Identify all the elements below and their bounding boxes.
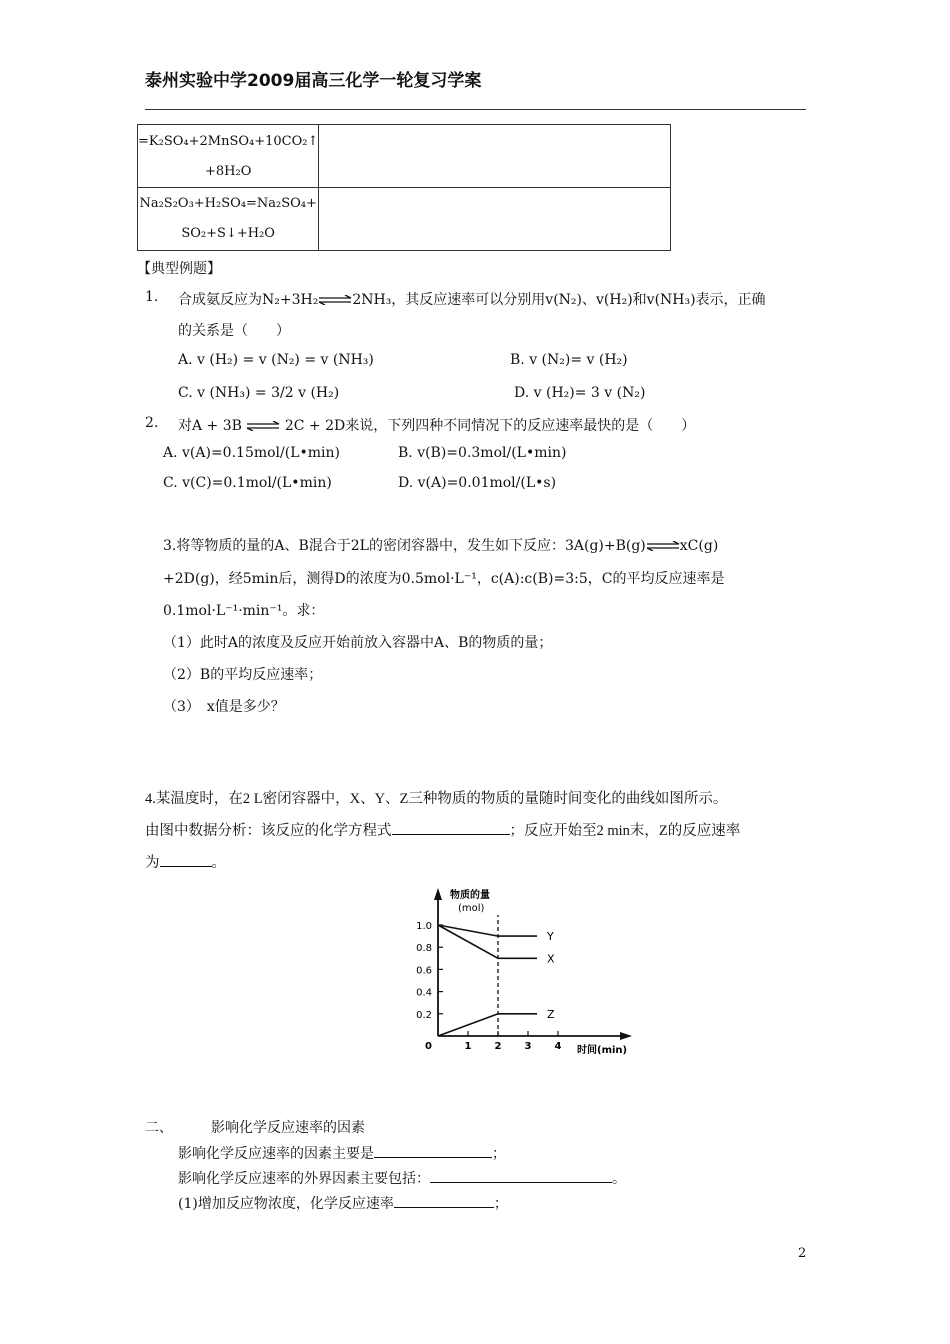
section2-line3 xyxy=(178,1193,508,1213)
section2-line3a: (1)增加反应物浓度，化学反应速率 xyxy=(178,1196,394,1212)
x-tick-label: 2 xyxy=(494,1041,502,1052)
reaction-line: =K₂SO₄+2MnSO₄+10CO₂↑ xyxy=(138,134,319,149)
y-tick-label: 1.0 xyxy=(416,921,432,932)
series-line-y xyxy=(438,925,537,936)
header-divider xyxy=(145,109,806,110)
q3-line2: +2D(g)，经5min后，测得D的浓度为0.5mol·L⁻¹，c(A):c(B)=3:5，C的平均反应速率是 xyxy=(163,571,725,587)
y-tick-label: 0.8 xyxy=(416,943,432,955)
reaction-line: +8H₂O xyxy=(204,164,252,179)
x-tick-label: 4 xyxy=(554,1041,562,1052)
reaction-line: Na₂S₂O₃+H₂SO₄=Na₂SO₄+ xyxy=(139,196,317,211)
q1-text-b: 2NH₃，其反应速率可以分别用v(N₂)、v(H₂)和v(NH₃)表示，正确 xyxy=(352,292,766,308)
y-axis-arrow xyxy=(434,888,442,900)
q2-text-a: 对A + 3B xyxy=(178,418,242,434)
reaction-cell xyxy=(138,188,319,251)
section2-title: 影响化学反应速率的因素 xyxy=(211,1120,365,1136)
x-tick-label: 1 xyxy=(464,1041,472,1052)
series-label-z: Z xyxy=(547,1007,555,1021)
x-tick-label: 3 xyxy=(524,1041,532,1052)
page-number: 2 xyxy=(798,1246,807,1261)
reaction-table xyxy=(137,124,671,251)
section2-line2b: 。 xyxy=(612,1171,626,1187)
y-axis-unit: (mol) xyxy=(458,903,485,914)
x-tick-label: 0 xyxy=(425,1041,432,1052)
y-tick-label: 0.6 xyxy=(416,965,432,977)
series-line-x xyxy=(438,925,537,958)
y-axis-label: 物质的量 xyxy=(450,890,490,901)
q1-number: 1. xyxy=(145,289,159,305)
reaction-cell xyxy=(138,125,319,188)
answer-blank[interactable] xyxy=(374,1143,492,1158)
q4-line2 xyxy=(145,819,740,840)
q3-line3: 0.1mol·L⁻¹·min⁻¹。求： xyxy=(163,603,325,619)
q3-line1a: 3.将等物质的量的A、B混合于2L的密闭容器中，发生如下反应：3A(g)+B(g) xyxy=(163,538,646,554)
section2-line3b: ； xyxy=(493,1196,508,1212)
reaction-line: SO₂+S↓+H₂O xyxy=(181,226,275,241)
equilibrium-arrow-icon xyxy=(318,295,352,305)
table-row xyxy=(138,188,671,251)
page-header-title: 泰州实验中学2009届高三化学一轮复习学案 xyxy=(145,71,482,91)
section2-line2 xyxy=(178,1168,626,1188)
q1-option-b: B. v (N₂)= v (H₂) xyxy=(510,352,628,368)
section2-number: 二、 xyxy=(145,1120,173,1136)
q3-line1b: xC(g) xyxy=(679,538,719,554)
q1-text xyxy=(178,289,766,309)
series-label-y: Y xyxy=(547,930,554,944)
q2-text-b: 2C + 2D来说，下列四种不同情况下的反应速率最快的是（ ） xyxy=(284,418,696,434)
q2-text xyxy=(178,415,695,435)
section2-line2a: 影响化学反应速率的外界因素主要包括： xyxy=(178,1171,430,1187)
section-heading-typical: 【典型例题】 xyxy=(137,261,221,277)
section2-line1b: ； xyxy=(492,1146,506,1162)
q4-line2b: ；反应开始至2 min末，Z的反应速率 xyxy=(509,823,741,839)
x-axis-arrow xyxy=(620,1032,632,1040)
y-tick-label: 0.4 xyxy=(416,987,432,999)
q4-line2a: 由图中数据分析：该反应的化学方程式 xyxy=(145,823,392,839)
answer-blank[interactable] xyxy=(430,1168,612,1183)
section2-line1 xyxy=(178,1143,506,1163)
q1-text-a: 合成氨反应为N₂+3H₂ xyxy=(178,292,319,308)
q1-option-c: C. v (NH₃) = 3/2 v (H₂) xyxy=(178,385,340,401)
answer-blank[interactable] xyxy=(394,1193,494,1208)
q4-line3b: 。 xyxy=(211,855,226,871)
q2-option-c: C. v(C)=0.1mol/(L•min) xyxy=(163,475,332,491)
section2-line1a: 影响化学反应速率的因素主要是 xyxy=(178,1146,374,1162)
q1-text-c: 的关系是（ ） xyxy=(178,323,290,339)
q2-option-b: B. v(B)=0.3mol/(L•min) xyxy=(398,445,567,461)
moles-vs-time-chart xyxy=(400,880,650,1060)
equilibrium-arrow-icon xyxy=(246,421,280,431)
q3-sub2: （2）B的平均反应速率； xyxy=(163,667,323,683)
q3-line1 xyxy=(163,535,718,555)
blank-cell xyxy=(319,188,671,251)
y-tick-label: 0.2 xyxy=(416,1009,432,1021)
blank-cell xyxy=(319,125,671,188)
q2-number: 2. xyxy=(145,415,159,431)
q4-line1: 4.某温度时，在2 L密闭容器中，X、Y、Z三种物质的物质的量随时间变化的曲线如图所示。 xyxy=(145,791,728,807)
table-row xyxy=(138,125,671,188)
q2-option-a: A. v(A)=0.15mol/(L•min) xyxy=(163,445,341,461)
q4-line3a: 为 xyxy=(145,855,160,871)
q1-option-d: D. v (H₂)= 3 v (N₂) xyxy=(514,385,646,401)
q3-sub3: （3） x值是多少？ xyxy=(163,699,285,715)
series-line-z xyxy=(438,1014,537,1036)
answer-blank[interactable] xyxy=(160,852,212,867)
x-axis-label: 时间(min) xyxy=(577,1045,628,1056)
series-label-x: X xyxy=(547,952,555,966)
q2-option-d: D. v(A)=0.01mol/(L•s) xyxy=(398,475,557,491)
q3-sub1: （1）此时A的浓度及反应开始前放入容器中A、B的物质的量； xyxy=(163,635,553,651)
q4-line3 xyxy=(145,851,226,872)
q1-option-a: A. v (H₂) = v (N₂) = v (NH₃) xyxy=(178,352,374,368)
answer-blank[interactable] xyxy=(392,820,510,835)
equilibrium-arrow-icon xyxy=(646,541,680,551)
